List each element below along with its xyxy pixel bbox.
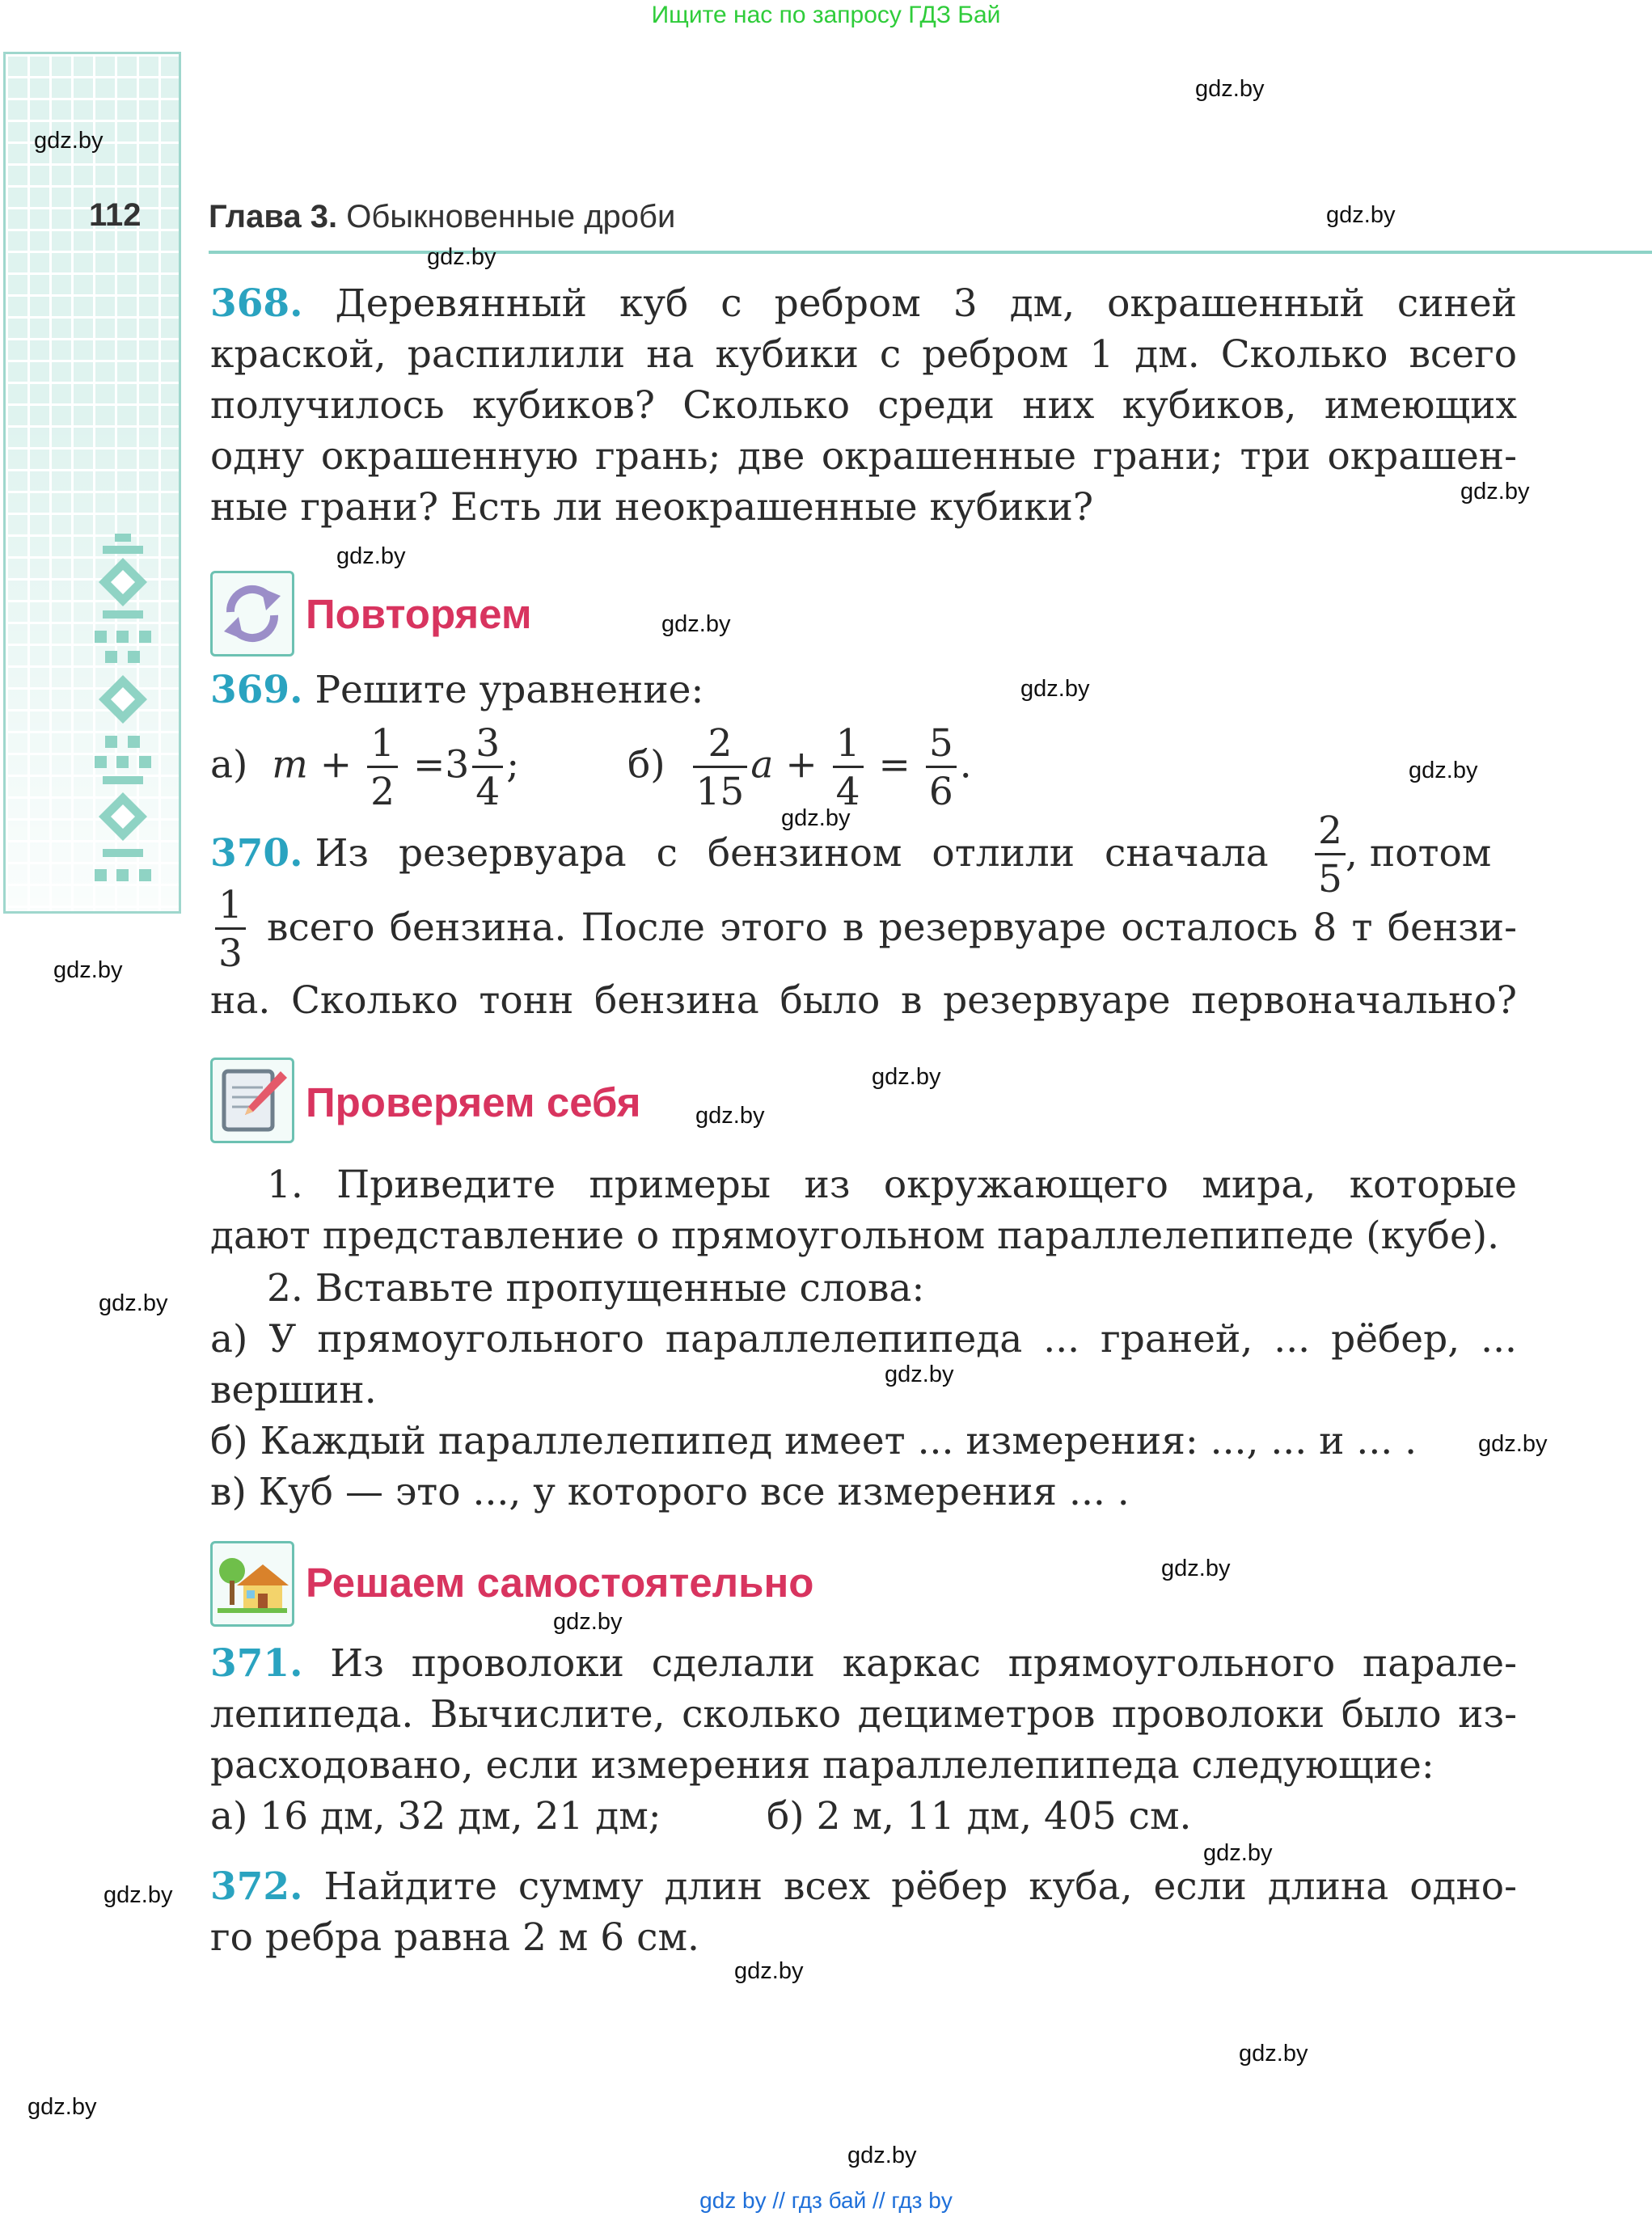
- watermark: gdz.by: [53, 957, 123, 983]
- watermark: gdz.by: [872, 1064, 941, 1090]
- watermark: gdz.by: [695, 1103, 765, 1129]
- problem-372-line: 372. Найдите сумму длин всех рёбер куба, если длина одно-: [210, 1864, 1517, 1909]
- watermark: gdz.by: [1478, 1431, 1548, 1457]
- chapter-label: Глава 3.: [209, 199, 338, 234]
- check-question-2a: а) У прямоугольного параллелепипеда ... граней, ... рёбер, ...: [210, 1317, 1517, 1362]
- check-section-icon: [210, 1058, 294, 1143]
- chapter-title: [209, 199, 675, 235]
- watermark: gdz.by: [1326, 202, 1396, 228]
- equation-a: а) m + $\frac{1}{2}$ =3 $\frac{3}{4}$ ;: [210, 721, 520, 814]
- problem-370-line-end: , потом: [1346, 831, 1492, 876]
- watermark: gdz.by: [1409, 758, 1478, 783]
- section-title-repeat: Повторяем: [306, 591, 532, 637]
- bottom-links[interactable]: gdz by // гдз бай // гдз by: [699, 2188, 953, 2213]
- check-question-1: 1. Приведите примеры из окружающего мира, которые: [267, 1163, 1517, 1207]
- top-banner[interactable]: Ищите нас по запросу ГДЗ Бай: [651, 2, 1001, 28]
- section-title-check: Проверяем себя: [306, 1079, 641, 1125]
- problem-368-line: получилось кубиков? Сколько среди них кубиков, имеющих: [210, 383, 1517, 428]
- problem-370-line: на. Сколько тонн бензина было в резервуаре первоначально?: [210, 978, 1517, 1023]
- check-question-1-line2: дают представление о прямоугольном параллелепипеде (кубе).: [210, 1214, 1500, 1258]
- problem-371-line: лепипеда. Вычислите, сколько дециметров проволоки было из-: [210, 1692, 1517, 1737]
- problem-number: 372.: [210, 1864, 303, 1909]
- watermark: gdz.by: [781, 805, 851, 831]
- watermark: gdz.by: [99, 1290, 168, 1316]
- watermark: gdz.by: [34, 128, 104, 154]
- problem-371-line: расходовано, если измерения параллелепипеда следующие:: [210, 1743, 1434, 1788]
- watermark: gdz.by: [885, 1362, 954, 1387]
- problem-number: 370.: [210, 831, 303, 876]
- problem-370-line: 370. Из резервуара с бензином отлили сначала: [210, 831, 1269, 876]
- problem-number: 368.: [210, 281, 303, 326]
- folk-ornament-icon: [91, 534, 155, 906]
- refresh-arrows-icon: [213, 573, 292, 654]
- solve-section-icon: [210, 1541, 294, 1627]
- check-question-2: 2. Вставьте пропущенные слова:: [267, 1266, 925, 1311]
- check-question-2c: в) Куб — это ..., у которого все измерения ... .: [210, 1470, 1130, 1514]
- problem-371-option-b: б) 2 м, 11 дм, 405 см.: [767, 1794, 1192, 1839]
- repeat-section-icon: [210, 571, 294, 657]
- watermark: gdz.by: [847, 2143, 917, 2168]
- house-tree-icon: [213, 1543, 292, 1624]
- chapter-name: Обыкновенные дроби: [346, 199, 676, 234]
- watermark: gdz.by: [104, 1882, 173, 1908]
- watermark: gdz.by: [553, 1609, 623, 1635]
- problem-368-line: краской, распилили на кубики с ребром 1 дм. Сколько всего: [210, 332, 1517, 377]
- watermark: gdz.by: [27, 2094, 97, 2120]
- watermark: gdz.by: [336, 543, 406, 569]
- problem-372-line: го ребра равна 2 м 6 см.: [210, 1915, 699, 1960]
- watermark: gdz.by: [734, 1958, 804, 1984]
- check-question-2b: б) Каждый параллелепипед имеет ... измерения: ..., ... и ... .: [210, 1419, 1418, 1463]
- problem-number: 371.: [210, 1641, 303, 1686]
- problem-371-line: 371. Из проволоки сделали каркас прямоугольного парале-: [210, 1641, 1517, 1686]
- check-question-2a-line2: вершин.: [210, 1368, 377, 1412]
- page-number: 112: [89, 197, 142, 233]
- fraction-one-third: $\frac{1}{3}$: [212, 886, 249, 973]
- watermark: gdz.by: [1195, 76, 1265, 102]
- problem-number: 369.: [210, 668, 303, 712]
- watermark: gdz.by: [1161, 1556, 1231, 1581]
- problem-369-line: 369. Решите уравнение:: [210, 668, 704, 712]
- watermark: gdz.by: [427, 244, 496, 270]
- problem-368-line: 368. Деревянный куб с ребром 3 дм, окрашенный синей: [210, 281, 1517, 326]
- section-title-solve: Решаем самостоятельно: [306, 1560, 814, 1606]
- watermark: gdz.by: [1460, 479, 1530, 505]
- equation-b: б) $\frac{2}{15}$ a + $\frac{1}{4}$ = $\frac{5}{6}$ .: [627, 721, 972, 814]
- notepad-pencil-icon: [213, 1060, 292, 1141]
- watermark: gdz.by: [1239, 2041, 1308, 2067]
- watermark: gdz.by: [1020, 676, 1090, 702]
- fraction-two-fifths: $\frac{2}{5}$: [1312, 812, 1349, 898]
- problem-370-line: всего бензина. После этого в резервуаре осталось 8 т бензи-: [267, 906, 1517, 950]
- watermark: gdz.by: [1203, 1840, 1273, 1866]
- header-divider: [209, 251, 1652, 254]
- problem-368-line: одну окрашенную грань; две окрашенные грани; три окрашен-: [210, 434, 1517, 479]
- problem-371-option-a: а) 16 дм, 32 дм, 21 дм;: [210, 1794, 661, 1839]
- problem-368-line: ные грани? Есть ли неокрашенные кубики?: [210, 485, 1094, 530]
- watermark: gdz.by: [661, 611, 731, 637]
